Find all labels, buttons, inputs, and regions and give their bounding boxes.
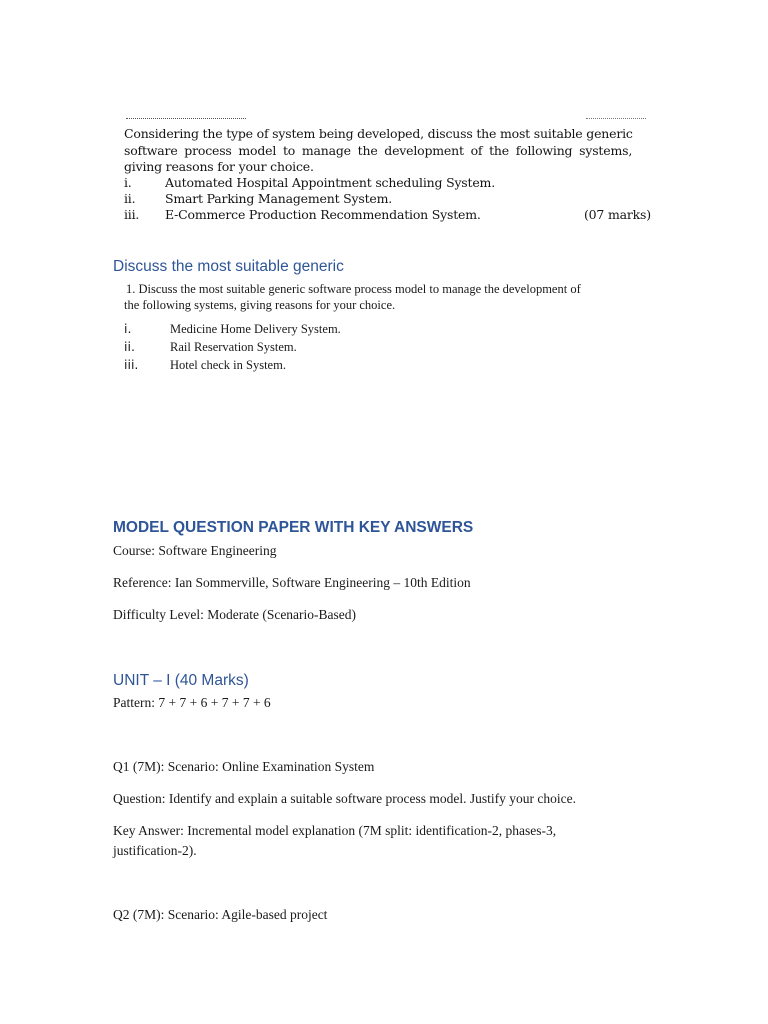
scan-edge-artifact <box>126 118 246 123</box>
unit-heading: UNIT – I (40 Marks) <box>113 672 249 689</box>
list-item: Rail Reservation System. <box>170 340 297 354</box>
scan-item-text: Smart Parking Management System. <box>165 191 393 206</box>
page-title: MODEL QUESTION PAPER WITH KEY ANSWERS <box>113 519 474 536</box>
list-item-number: i. <box>124 321 132 336</box>
scanned-question-image <box>116 118 656 226</box>
pattern-line: Pattern: 7 + 7 + 6 + 7 + 7 + 6 <box>113 695 271 710</box>
scan-text-line: software process model to manage the development of the following systems, <box>124 143 633 158</box>
list-item-number: ii. <box>124 339 135 354</box>
question-scenario: Q2 (7M): Scenario: Agile-based project <box>113 907 328 922</box>
scan-item-text: E-Commerce Production Recommendation System. <box>165 207 481 222</box>
scan-item-number: ii. <box>124 191 136 206</box>
list-item: Medicine Home Delivery System. <box>170 322 341 336</box>
scan-marks: (07 marks) <box>584 207 651 222</box>
question-paragraph-line: the following systems, giving reasons for your choice. <box>124 298 396 312</box>
question-paragraph-line: 1. Discuss the most suitable generic software process model to manage the development of <box>126 282 581 296</box>
list-item-number: iii. <box>124 357 139 372</box>
scan-item-text: Automated Hospital Appointment scheduling System. <box>165 175 495 190</box>
scan-text-line: Considering the type of system being developed, discuss the most suitable generic <box>124 126 633 141</box>
scan-edge-artifact <box>586 118 646 123</box>
scan-item-number: iii. <box>124 207 140 222</box>
key-answer-line: Key Answer: Incremental model explanation (7M split: identification-2, phases-3, <box>113 823 557 838</box>
question-text: Question: Identify and explain a suitable software process model. Justify your choice. <box>113 791 577 806</box>
course-line: Course: Software Engineering <box>113 543 277 558</box>
scan-text-line: giving reasons for your choice. <box>124 159 314 174</box>
question-scenario: Q1 (7M): Scenario: Online Examination System <box>113 759 375 774</box>
section-heading: Discuss the most suitable generic <box>113 258 344 275</box>
list-item: Hotel check in System. <box>170 358 286 372</box>
difficulty-line: Difficulty Level: Moderate (Scenario-Based) <box>113 607 357 622</box>
key-answer-line: justification-2). <box>113 843 197 858</box>
scan-item-number: i. <box>124 175 132 190</box>
reference-line: Reference: Ian Sommerville, Software Engineering – 10th Edition <box>113 575 471 590</box>
